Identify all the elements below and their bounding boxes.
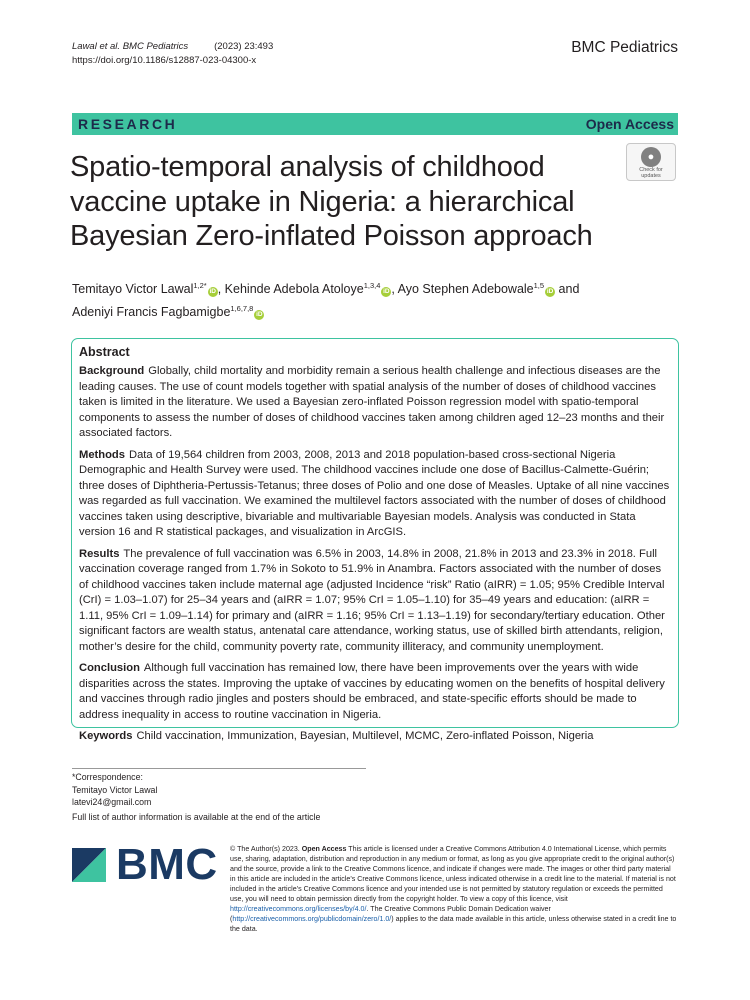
license-open-access-label: Open Access: [301, 845, 347, 853]
author-info-note: Full list of author information is available at the end of the article: [72, 812, 321, 822]
author-name: Kehinde Adebola Atoloye: [224, 282, 364, 297]
citation-header: [72, 40, 291, 68]
abstract-heading: Abstract: [79, 345, 130, 359]
license-link[interactable]: http://creativecommons.org/licenses/by/4.0/: [230, 905, 367, 913]
section-label: Methods: [79, 448, 125, 461]
author-list: [72, 276, 672, 322]
section-text: Although full vaccination has remained low, there have been improvements over the years with wide disparities across the states. Improving the uptake of vaccines by educating women on the benefits of hospital delivery and vaccines through radio jingles and posters should be embraced, and state-specific efforts should be made to address inequality in access to routine vaccination in Nigeria.: [79, 662, 665, 721]
license-text: [230, 844, 678, 934]
copyright-text: © The Author(s) 2023.: [230, 845, 300, 853]
bmc-logo: [72, 840, 218, 898]
license-body-2: . The Creative Commons Public Domain Dedication waiver (: [230, 905, 551, 923]
correspondence-label: *Correspondence:: [72, 772, 143, 782]
abstract-background: [79, 364, 671, 442]
section-label: Conclusion: [79, 662, 140, 674]
citation-year-volume: (2023) 23:493: [214, 41, 274, 52]
correspondence-name: Temitayo Victor Lawal: [72, 784, 158, 795]
correspondence-email[interactable]: latevi24@gmail.com: [72, 797, 152, 807]
journal-name: BMC Pediatrics: [571, 39, 678, 56]
doi-link[interactable]: https://doi.org/10.1186/s12887-023-04300-x: [72, 55, 257, 66]
author-separator: ,: [391, 282, 398, 297]
author-separator: and: [555, 282, 580, 297]
orcid-icon[interactable]: iD: [209, 288, 216, 296]
footnote-divider: [72, 768, 366, 769]
check-for-label: Check for: [639, 167, 663, 173]
bmc-logo-text: BMC: [116, 840, 218, 889]
orcid-icon[interactable]: iD: [546, 288, 554, 296]
author-affiliation: 1,3,4: [363, 281, 381, 290]
section-label: Background: [79, 365, 145, 377]
author-separator: ,: [217, 282, 225, 297]
open-access-label: Open Access: [585, 116, 674, 132]
check-for-updates-badge[interactable]: [626, 143, 676, 181]
public-domain-link[interactable]: http://creativecommons.org/publicdomain/zero/1.0/: [232, 915, 392, 923]
abstract-keywords: [79, 729, 671, 745]
article-type-label: RESEARCH: [78, 116, 178, 132]
author-name: Adeniyi Francis Fagbamigbe: [72, 305, 231, 320]
author-affiliation: 1,2*: [193, 281, 207, 290]
author-affiliation: 1,5: [533, 281, 545, 290]
article-type-band: [72, 113, 678, 135]
bmc-logo-mark-icon: [72, 848, 106, 882]
section-text: Child vaccination, Immunization, Bayesian, Multilevel, MCMC, Zero-inflated Poisson, Nigeria: [136, 730, 594, 742]
orcid-icon[interactable]: iD: [383, 288, 390, 296]
section-text: Globally, child mortality and morbidity remain a serious health challenge and infectious diseases are the leading causes. The use of count models together with spatial analysis of the number of doses of childhood vaccines taken is limited in the literature. We used a Bayesian zero-inflated Poisson regression model with spatio-temporal components to assess the number of doses of childhood vaccines taken among children aged 12–23 months and their associated factors.: [79, 365, 665, 439]
author-name: Ayo Stephen Adebowale: [397, 282, 534, 297]
section-label: Results: [79, 547, 120, 560]
author-name: Temitayo Victor Lawal: [72, 282, 194, 297]
bookmark-icon: ●: [641, 147, 661, 167]
author-affiliation: 1,6,7,8: [230, 304, 254, 314]
license-body-3: ) applies to the data made available in this article, unless otherwise stated in a credit line to the data.: [230, 915, 677, 933]
updates-label: updates: [641, 173, 661, 179]
abstract-results: [79, 547, 671, 656]
correspondence-block: [72, 771, 157, 809]
abstract-methods: [79, 448, 671, 541]
section-text: The prevalence of full vaccination was 6.5% in 2003, 14.8% in 2008, 21.8% in 2013 and 23.3% in 2018. Full vaccination coverage ranged from 1.7% in Sokoto to 51.9% in Anambra. Factors associated with the number of doses of childhood vaccines taken include maternal age (adjusted Incidence “risk” Ratio (aIRR) = 1.05; 95% Credible Interval (CrI) = 1.03–1.07) for 25–34 years and (aIRR = 1.07; 95% CrI = 1.05–1.10) for 35–49 years and education: (aIRR = 1.11, 95% CrI = 1.09–1.14) for primary and (aIRR = 1.16; 95% CrI = 1.13–1.19) for secondary/tertiary education. Other significant factors are wealth status, antenatal care attendance, working status, use of skilled birth attendants, religion, mother’s desire for the child, community poverty rate, community illiteracy, and community unemployment.: [79, 547, 665, 653]
section-text: Data of 19,564 children from 2003, 2008, 2013 and 2018 population-based cross-sectional Nigeria Demographic and Health Survey were used. The childhood vaccines include one dose of Bacillus-Calmette-Guérin; three doses of Diphtheria-Pertussis-Tetanus; three doses of Polio and one dose of Measles. Uptake of all nine vaccines was regarded as full vaccination. We examined the multilevel factors associated with the number of doses of childhood vaccines taken using descriptive, bivariable and multivariable Bayesian models. Analysis was conducted in Stata version 16 and R statistical packages, and visualization in ArcGIS.: [79, 448, 670, 538]
abstract-conclusion: [79, 661, 671, 723]
license-body: This article is licensed under a Creative Commons Attribution 4.0 International License, which permits use, sharing, adaptation, distribution and reproduction in any medium or format, as long as you give appropriate credit to the original author(s) and the source, provide a link to the Creative Commons licence, and indicate if changes were made. The images or other third party material in this article are included in the article’s Creative Commons licence, unless indicated otherwise in a credit line to the material. If material is not included in the article’s Creative Commons licence and your intended use is not permitted by statutory regulation or exceeds the permitted use, you will need to obtain permission directly from the copyright holder. To view a copy of this licence, visit: [230, 845, 676, 903]
article-title: Spatio-temporal analysis of childhood vaccine uptake in Nigeria: a hierarchical Bayesian Zero-inflated Poisson approach: [70, 151, 593, 252]
citation-authors: Lawal et al. BMC Pediatrics: [72, 41, 189, 52]
abstract-box: [71, 338, 679, 742]
section-label: Keywords: [79, 730, 133, 742]
orcid-icon[interactable]: iD: [256, 311, 263, 319]
